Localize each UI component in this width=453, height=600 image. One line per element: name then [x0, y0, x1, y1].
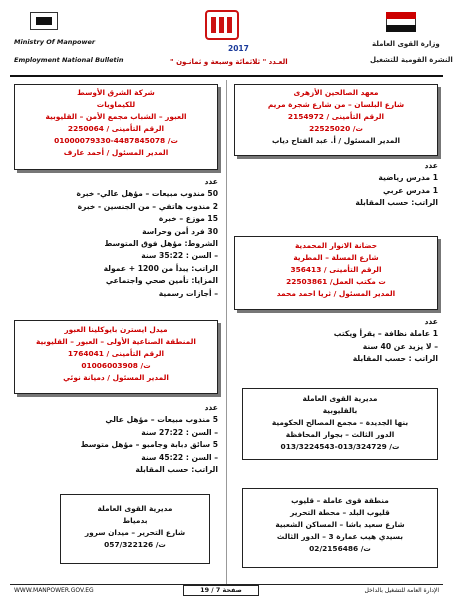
list-item: 2 مندوب هاتفي – من الجنسين - خبرة [77, 201, 218, 211]
list-item: المزايا: تأمين صحي واجتماعي [105, 276, 218, 286]
list-item: عدد [424, 161, 438, 170]
logo-icon [30, 12, 58, 30]
company-address: شارع المسلة – المطرية [293, 253, 379, 262]
manager: المدير المسئول / ثريا احمد محمد [276, 289, 396, 298]
footer-url: WWW.MANPOWER.GOV.EG [14, 587, 94, 594]
office-box-damietta [60, 494, 210, 564]
office-name: مديرية القوى العاملة [302, 394, 378, 403]
list-item: عدد [424, 317, 438, 326]
office-phone: ت/ 057/322126 [104, 540, 166, 549]
page-header [0, 0, 453, 70]
list-item: الراتب: يبدأ من 1200 + عمولة [103, 263, 218, 273]
manager: المدير المسئول / أ. عبد الفتاح دياب [271, 136, 401, 145]
company-address: العبور – الشباب مجمع الأمن – القليوبية [45, 112, 187, 121]
phone: ت مكتب العمل/ 22503861 [286, 277, 386, 286]
office-name: مديرية القوى العاملة [97, 504, 173, 513]
list-item: عدد [204, 403, 218, 412]
header-divider [10, 75, 443, 77]
list-item: – أجازات رسمية [158, 288, 218, 298]
company-name: معهد الصالحين الأزهرى [293, 88, 379, 97]
footer-dept: الإدارة العامة للتشغيل بالداخل [364, 587, 439, 594]
company-address: المنطقة الصناعية الأولى – العبور – القليوبية [36, 337, 196, 346]
insurance-number: الرقم التأمينى / 1764041 [67, 349, 165, 358]
bulletin-ar: النشرة القومية للتشغيل [370, 56, 453, 64]
office-address: قليوب البلد – محطة التحرير [290, 508, 390, 517]
manager: المدير المسئول / أحمد عارف [63, 148, 169, 157]
office-building: بسيدي هيب عمارة 3 – الدور الثالث [276, 532, 404, 541]
company-name: حضانة الانوار المحمدية [294, 241, 378, 250]
list-item: – لا يزيد عن 40 سنة [362, 341, 438, 351]
job-list-salheen [236, 160, 438, 210]
list-item: عدد [204, 177, 218, 186]
bulletin-en: Employment National Bulletin [14, 56, 124, 64]
office-address: بنها الجديدة – مجمع المصالح الحكومية [271, 418, 409, 427]
insurance-number: الرقم التأمينى / 356413 [290, 265, 382, 274]
list-item: 30 فرد أمن وحراسة [142, 226, 218, 236]
company-name: شركة الشرق الأوسط [77, 88, 155, 97]
insurance-number: الرقم التأمينى / 2154972 [287, 112, 385, 121]
column-divider [226, 80, 227, 585]
issue-title: العـدد " ثلاثمائة وسبعة و ثمانـون " [170, 58, 288, 66]
list-item: الراتب : حسب المقابلة [352, 354, 438, 364]
job-box-salheen [234, 84, 438, 156]
insurance-number: الرقم التأمينى / 2250064 [67, 124, 165, 133]
office-floor: الدور الثالث – بجوار المحافظة [285, 430, 395, 439]
list-item: 50 مندوب مبيعات – مؤهل عالي- خبرة [76, 189, 218, 199]
manager: المدير المسئول / دميانة نوئي [63, 373, 169, 382]
list-item: 15 موزع – خبرة [158, 214, 218, 224]
job-box-anwar [234, 236, 438, 310]
office-phone: ت/ 013/324729-013/3224543 [280, 442, 400, 451]
list-item: 1 عاملة نظافة – يقرأ ويكتب [333, 329, 438, 339]
office-region: بدمياط [122, 516, 148, 525]
list-item: 5 سائق دبابة وجامبو – مؤهل متوسط [80, 440, 218, 450]
job-box-bioclean [14, 320, 218, 394]
phone: ت/ 01006003908 [81, 361, 151, 370]
company-name-2: للكيماويات [96, 100, 136, 109]
office-box-qalyub [242, 488, 438, 568]
phone: ت/ 22525020 [309, 124, 363, 133]
company-address: شارع البلسان – من شارع شجرة مريم [267, 100, 405, 109]
ministry-en: Ministry Of Manpower [14, 38, 96, 46]
office-street: شارع سعيد باشا – المساكن الشعبية [275, 520, 405, 529]
page-number: صفحة 7 / 19 [183, 585, 259, 596]
job-list-anwar [236, 316, 438, 366]
job-list-middle-east [16, 176, 218, 300]
job-list-bioclean [16, 402, 218, 476]
year: 2017 [228, 44, 249, 53]
list-item: 1 مدرس رياضية [378, 173, 438, 183]
phone: ت/ 4487845078-01000079330 [54, 136, 178, 145]
office-region: بالقليوبية [322, 406, 358, 415]
list-item: – السن : 45:22 سنة [141, 452, 218, 462]
company-name: ميدل ايسترن بايوكلينا العبور [64, 325, 168, 334]
list-item: الراتب: حسب المقابلة [355, 198, 438, 208]
egypt-flag-icon [386, 12, 416, 32]
ministry-ar: وزارة القوى العاملة [372, 40, 440, 48]
list-item: 5 مندوب مبيعات – مؤهل عالي [105, 415, 218, 425]
list-item: الشروط: مؤهل فوق المتوسط [104, 239, 218, 249]
office-phone: ت/ 02/2156486 [309, 544, 371, 553]
emblem-icon [205, 10, 239, 40]
list-item: – السن : 35:22 سنة [141, 251, 218, 261]
office-name: منطقة قوى عاملة – قليوب [291, 496, 389, 505]
office-address: شارع التحرير – ميدان سرور [84, 528, 186, 537]
list-item: 1 مدرس عربي [383, 185, 438, 195]
list-item: الراتب: حسب المقابلة [135, 465, 218, 475]
office-box-qalyubia [242, 388, 438, 460]
job-box-middle-east [14, 84, 218, 170]
list-item: – السن : 27:22 سنة [141, 427, 218, 437]
